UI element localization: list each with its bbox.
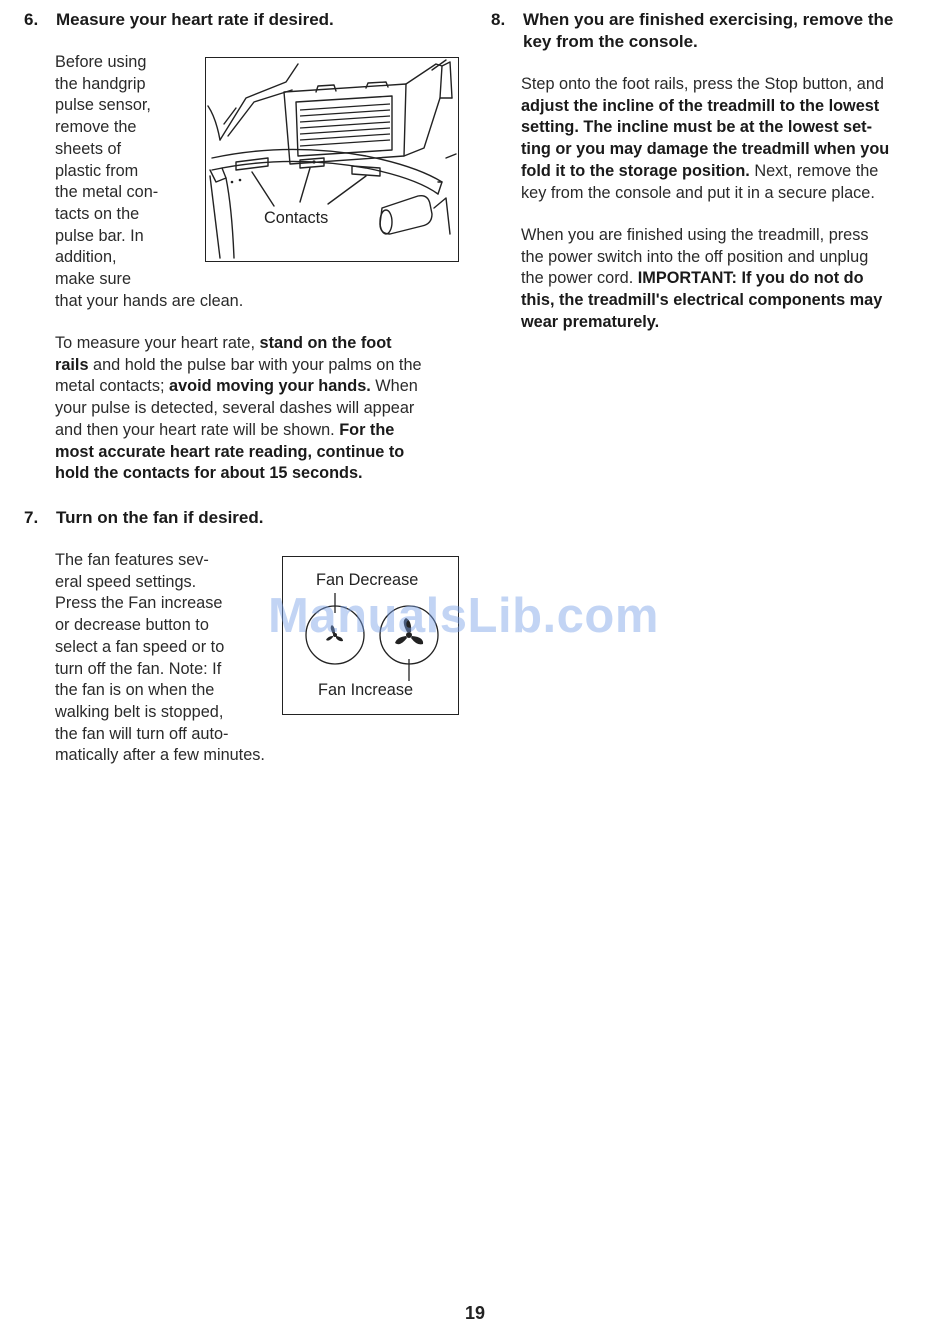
text-line: plastic from — [55, 161, 139, 180]
text-line: sheets of — [55, 139, 122, 158]
fan-increase-label: Fan Increase — [318, 681, 414, 699]
text-line — [55, 420, 475, 442]
text-run: To measure your heart rate, — [55, 334, 260, 352]
text-line: or decrease button to — [55, 616, 209, 635]
text-line: the metal con- — [55, 183, 159, 202]
text-line: key from the console and put it in a secure place. — [521, 183, 875, 202]
text-run: Next, remove the — [749, 161, 879, 180]
text-run-bold: adjust the incline of the treadmill to the lowest — [521, 96, 880, 115]
text-line: tacts on the — [55, 204, 140, 223]
text-run-bold: most accurate heart rate reading, continue to — [55, 442, 405, 461]
text-line: that your hands are clean. — [55, 291, 244, 310]
step-8-number: 8. — [491, 10, 506, 29]
step-6-title: Measure your heart rate if desired. — [56, 10, 334, 29]
text-line: walking belt is stopped, — [55, 702, 224, 721]
text-line: turn off the fan. Note: If — [55, 659, 222, 678]
step-8-heading — [491, 9, 931, 53]
text-line: addition, — [55, 248, 117, 267]
text-line: the handgrip — [55, 74, 146, 93]
watermark: ManualsLib.com — [268, 589, 659, 643]
text-line: When you are finished using the treadmill, press — [521, 226, 869, 244]
text-line — [521, 312, 941, 334]
text-line — [521, 290, 941, 312]
text-line: matically after a few minutes. — [55, 746, 265, 765]
text-line: remove the — [55, 118, 137, 137]
text-run-bold: fold it to the storage position. — [521, 161, 750, 180]
text-line: your pulse is detected, several dashes will appear — [55, 399, 415, 418]
text-line: the power switch into the off position and unplug — [521, 247, 869, 266]
text-run-bold: IMPORTANT: If you do not do — [637, 269, 864, 288]
text-line — [521, 161, 941, 183]
text-run-bold: this, the treadmill's electrical components may — [521, 291, 883, 310]
pulse-sensor-figure — [205, 57, 459, 262]
text-run-bold: ting or you may damage the treadmill when you — [521, 140, 890, 159]
contacts-label: Contacts — [264, 209, 329, 227]
text-run-bold: setting. The incline must be at the lowest set- — [521, 118, 873, 137]
step-8-paragraph-1 — [521, 74, 941, 204]
text-line — [55, 355, 475, 377]
text-line — [55, 463, 475, 485]
step-7-number: 7. — [24, 508, 39, 527]
text-line: Before using — [55, 53, 147, 71]
step-7-paragraph — [55, 550, 295, 767]
step-7-heading — [24, 507, 464, 529]
text-run: metal contacts; — [55, 377, 170, 396]
text-line — [521, 96, 941, 118]
text-line — [521, 139, 941, 161]
step-6-number: 6. — [24, 10, 39, 29]
text-run: When — [370, 377, 418, 396]
text-run: the power cord. — [521, 269, 638, 288]
text-run-bold: hold the contacts for about 15 seconds. — [55, 464, 363, 483]
text-line: Press the Fan increase — [55, 594, 223, 613]
text-line — [55, 442, 475, 464]
text-line — [55, 376, 475, 398]
step-6-heading — [24, 9, 464, 31]
fan-decrease-label: Fan Decrease — [316, 571, 419, 589]
text-run-bold: avoid moving your hands. — [169, 377, 371, 396]
text-run-bold: stand on the foot — [259, 334, 392, 352]
text-line: eral speed settings. — [55, 572, 197, 591]
text-run: and then your heart rate will be shown. — [55, 420, 340, 439]
step-6-paragraph-2 — [55, 333, 475, 485]
text-line: pulse bar. In — [55, 226, 144, 245]
step-8-paragraph-2 — [521, 225, 941, 334]
text-line — [521, 268, 941, 290]
text-line: pulse sensor, — [55, 96, 151, 115]
text-run-bold: wear prematurely. — [521, 312, 660, 331]
text-line — [55, 333, 475, 355]
text-line: make sure — [55, 270, 132, 289]
text-line: the fan is on when the — [55, 681, 215, 700]
text-line — [521, 117, 941, 139]
text-line: The fan features sev- — [55, 551, 209, 569]
treadmill-console-illustration — [206, 58, 457, 260]
step-7-title: Turn on the fan if desired. — [56, 508, 264, 527]
text-line: Step onto the foot rails, press the Stop button, and — [521, 75, 884, 93]
text-run: and hold the pulse bar with your palms on the — [88, 355, 422, 374]
step-8-title-line-1: When you are finished exercising, remove the — [523, 10, 894, 29]
text-line: the fan will turn off auto- — [55, 724, 229, 743]
text-run-bold: rails — [55, 355, 89, 374]
page-number: 19 — [464, 1303, 486, 1323]
step-8-title-line-2: key from the console. — [523, 32, 698, 51]
text-line: select a fan speed or to — [55, 637, 225, 656]
text-run-bold: For the — [339, 420, 395, 439]
